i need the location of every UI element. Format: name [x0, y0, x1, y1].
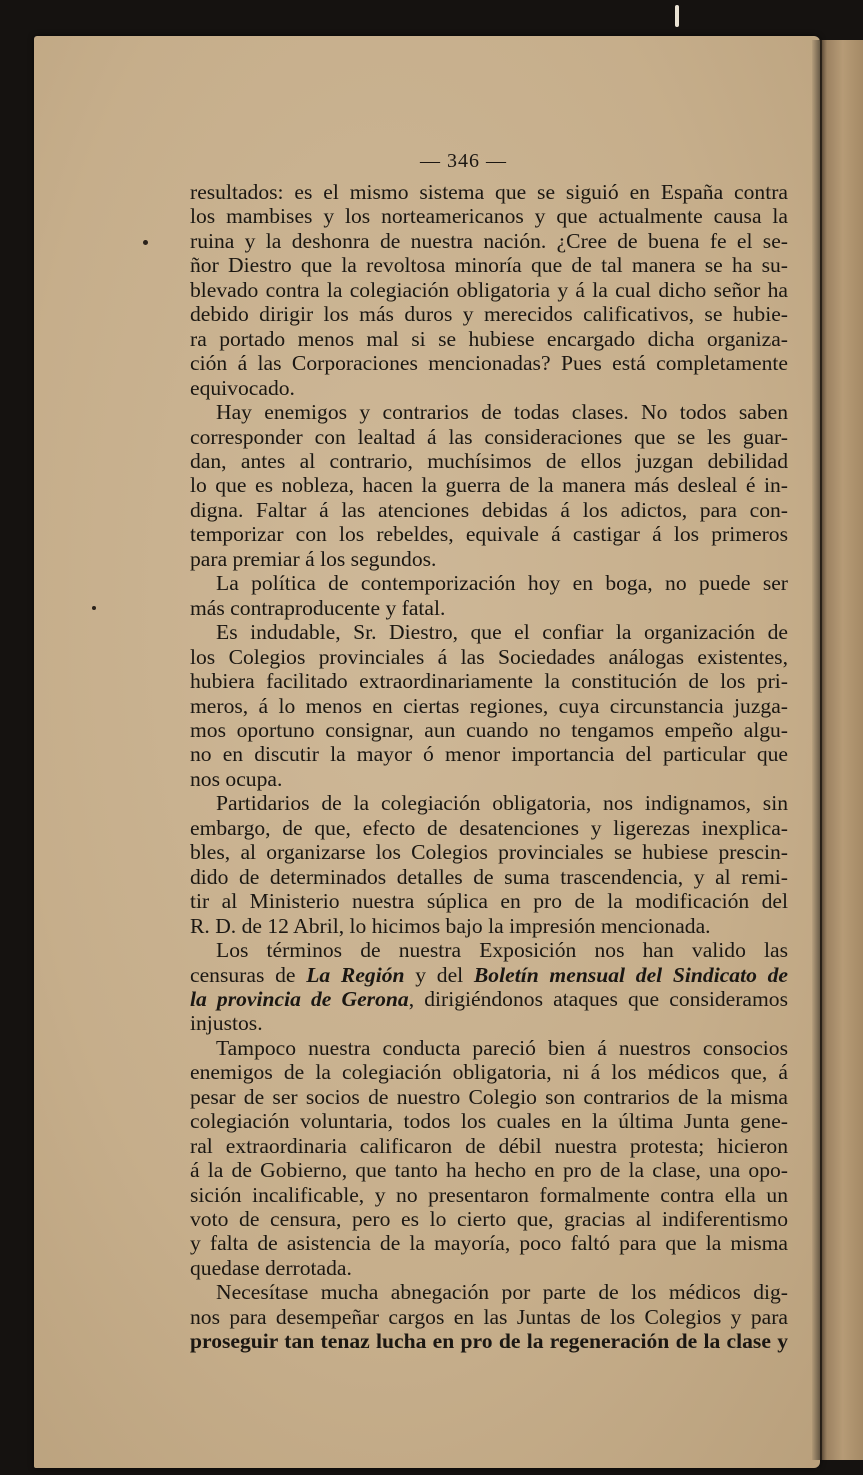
text-line: corresponder con lealtad á las consideraciones que se les guar-	[190, 424, 788, 449]
text-line: lo que es nobleza, hacen la guerra de la manera más desleal é in-	[190, 473, 788, 498]
text-line: Hay enemigos y contrarios de todas clases. No todos saben	[216, 400, 788, 425]
text-line: enemigos de la colegiación obligatoria, ni á los médicos que, á	[190, 1060, 788, 1085]
text-line: sición incalificable, y no presentaron formalmente contra ella un	[190, 1182, 788, 1207]
ink-speck	[143, 240, 148, 245]
text-line: temporizar con los rebeldes, equivale á castigar á los primeros	[190, 522, 788, 547]
text-fragment: y del	[404, 962, 474, 987]
text-line: y falta de asistencia de la mayoría, poco faltó para que la misma	[190, 1231, 788, 1256]
text-line: los Colegios provinciales á las Sociedades análogas existentes,	[190, 644, 788, 669]
text-line: nos ocupa.	[190, 766, 283, 791]
text-line: mos oportuno consignar, aun cuando no tengamos empeño algu-	[190, 717, 788, 742]
text-line: colegiación voluntaria, todos los cuales en la última Junta gene-	[190, 1109, 788, 1134]
text-line: blevado contra la colegiación obligatoria y á la cual dicho señor ha	[190, 277, 788, 302]
text-line: tir al Ministerio nuestra súplica en pro de la modificación del	[190, 889, 788, 914]
page-gutter-shadow	[812, 40, 822, 1460]
text-line: Los términos de nuestra Exposición nos han valido las	[216, 938, 788, 963]
text-line: proseguir tan tenaz lucha en pro de la regeneración de la clase y	[190, 1329, 788, 1354]
text-line: hubiera facilitado extraordinariamente la constitución de los pri-	[190, 669, 788, 694]
ink-speck	[92, 606, 96, 610]
text-line: digna. Faltar á las atenciones debidas á los adictos, para con-	[190, 497, 788, 522]
text-line: nos para desempeñar cargos en las Juntas de los Colegios y para	[190, 1304, 788, 1329]
text-line: equivocado.	[190, 375, 295, 400]
text-line: bles, al organizarse los Colegios provinciales se hubiese prescin-	[190, 840, 788, 865]
text-line: ción á las Corporaciones mencionadas? Pues está completamente	[190, 351, 788, 376]
text-line: pesar de ser socios de nuestro Colegio son contrarios de la misma	[190, 1084, 788, 1109]
page-number: — 346 —	[420, 150, 507, 172]
text-line	[190, 987, 788, 1011]
text-line: Es indudable, Sr. Diestro, que el confiar la organización de	[216, 620, 788, 645]
text-line: más contraproducente y fatal.	[190, 595, 446, 620]
text-line: Partidarios de la colegiación obligatoria, nos indignamos, sin	[216, 791, 788, 816]
text-line: Necesítase mucha abnegación por parte de los médicos dig-	[216, 1280, 788, 1305]
text-line: ruina y la deshonra de nuestra nación. ¿Cree de buena fe el se-	[190, 228, 788, 253]
italic-title: la provincia de Gerona	[190, 986, 409, 1011]
text-line: resultados: es el mismo sistema que se siguió en España contra	[190, 180, 788, 204]
text-line: Tampoco nuestra conducta pareció bien á nuestros consocios	[216, 1035, 788, 1060]
text-fragment: , dirigiéndonos ataques que consideramos	[408, 986, 788, 1011]
text-line: meros, á lo menos en ciertas regiones, cuya circunstancia juzga-	[190, 693, 788, 718]
text-line: ral extraordinaria calificaron de débil nuestra protesta; hicieron	[190, 1133, 788, 1158]
text-line: para premiar á los segundos.	[190, 546, 437, 571]
text-line: ra portado menos mal si se hubiese encargado dicha organiza-	[190, 326, 788, 351]
text-line: embargo, de que, efecto de desatenciones y ligerezas inexplica-	[190, 815, 788, 840]
italic-title: Boletín mensual del Sindicato de	[473, 962, 788, 987]
facing-page-edge	[818, 40, 863, 1460]
text-line: dan, antes al contrario, muchísimos de ellos juzgan debilidad	[190, 448, 788, 473]
body-text	[190, 180, 788, 1354]
text-line: quedase derrotada.	[190, 1255, 352, 1280]
text-line: debido dirigir los más duros y merecidos calificativos, se hubie-	[190, 302, 788, 327]
text-line: injustos.	[190, 1011, 263, 1036]
text-line: los mambises y los norteamericanos y que actualmente causa la	[190, 204, 788, 229]
text-line: no en discutir la mayor ó menor importancia del particular que	[190, 742, 788, 767]
text-line: La política de contemporización hoy en boga, no puede ser	[216, 571, 788, 596]
text-line: voto de censura, pero es lo cierto que, gracias al indiferentismo	[190, 1207, 788, 1232]
text-fragment: censuras de	[190, 962, 307, 987]
text-line: R. D. de 12 Abril, lo hicimos bajo la impresión mencionada.	[190, 913, 711, 938]
text-line: dido de determinados detalles de suma trascendencia, y al remi-	[190, 864, 788, 889]
italic-title: La Región	[306, 962, 405, 987]
text-line	[190, 963, 788, 987]
text-line: ñor Diestro que la revoltosa minoría que de tal manera se ha su-	[190, 253, 788, 278]
text-line: á la de Gobierno, que tanto ha hecho en pro de la clase, una opo-	[190, 1158, 788, 1183]
paper-clip-mark	[675, 5, 679, 27]
